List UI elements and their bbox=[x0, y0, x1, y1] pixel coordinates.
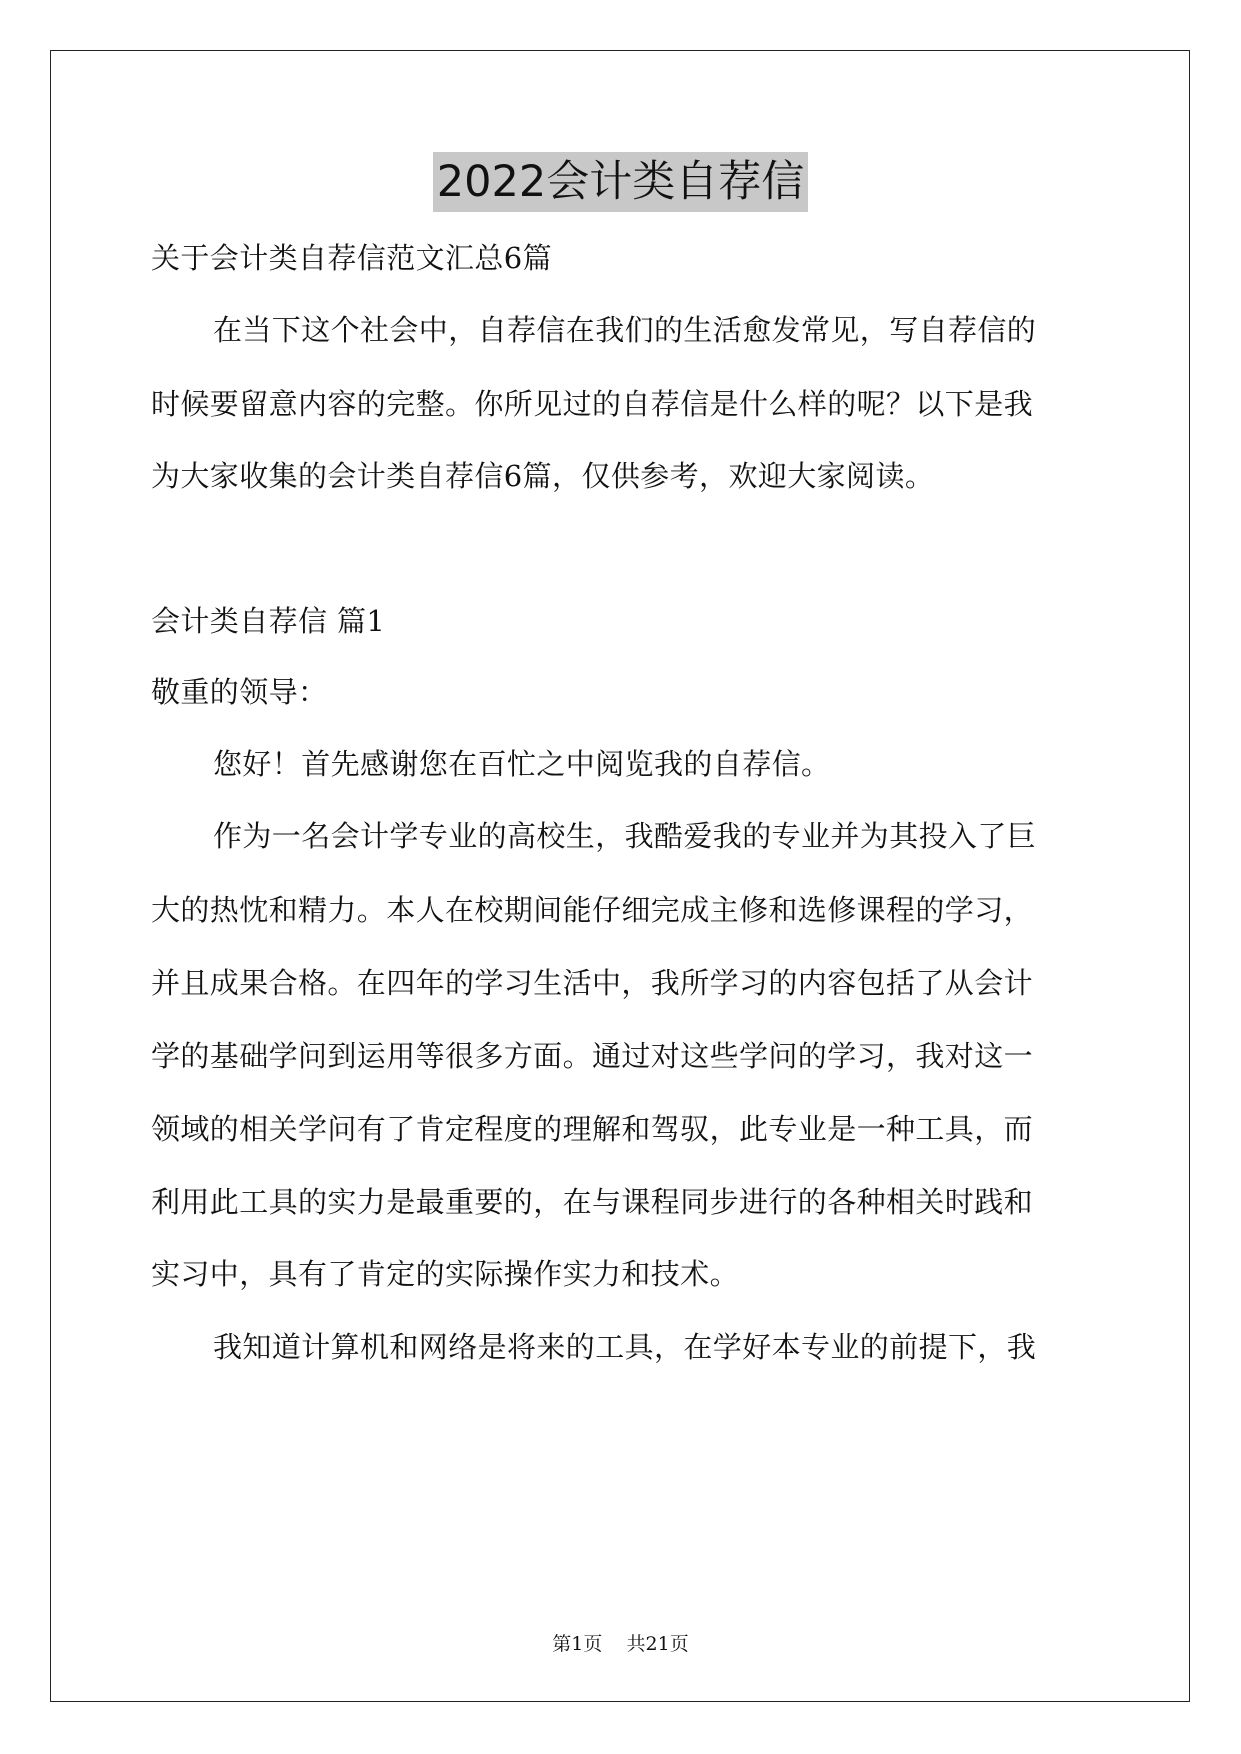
page-total: 共21页 bbox=[626, 1633, 689, 1655]
body-paragraph-line: 大的热忱和精力。本人在校期间能仔细完成主修和选修课程的学习， bbox=[151, 893, 1034, 927]
document-subtitle: 关于会计类自荐信范文汇总6篇 bbox=[151, 241, 553, 275]
body-paragraph-line: 学的基础学问到运用等很多方面。通过对这些学问的学习，我对这一 bbox=[151, 1039, 1034, 1073]
body-paragraph-line: 并且成果合格。在四年的学习生活中，我所学习的内容包括了从会计 bbox=[151, 966, 1034, 1000]
page-border bbox=[50, 50, 1190, 1702]
section-heading: 会计类自荐信 篇1 bbox=[151, 604, 386, 638]
intro-paragraph-line: 为大家收集的会计类自荐信6篇，仅供参考，欢迎大家阅读。 bbox=[151, 459, 935, 493]
greeting: 您好！首先感谢您在百忙之中阅览我的自荐信。 bbox=[213, 747, 831, 781]
body-paragraph-line: 利用此工具的实力是最重要的，在与课程同步进行的各种相关时践和 bbox=[151, 1185, 1034, 1219]
body-paragraph-line: 我知道计算机和网络是将来的工具，在学好本专业的前提下，我 bbox=[213, 1330, 1037, 1364]
page-number: 第1页 bbox=[552, 1633, 603, 1655]
document-title bbox=[0, 152, 1241, 216]
body-paragraph-line: 实习中，具有了肯定的实际操作实力和技术。 bbox=[151, 1257, 740, 1291]
body-paragraph-line: 领域的相关学问有了肯定程度的理解和驾驭，此专业是一种工具，而 bbox=[151, 1112, 1034, 1146]
body-paragraph-line: 作为一名会计学专业的高校生，我酷爱我的专业并为其投入了巨 bbox=[213, 819, 1037, 853]
intro-paragraph-line: 时候要留意内容的完整。你所见过的自荐信是什么样的呢？以下是我 bbox=[151, 387, 1034, 421]
salutation: 敬重的领导： bbox=[151, 675, 328, 709]
document-title-text: 2022会计类自荐信 bbox=[433, 152, 808, 212]
page-footer bbox=[0, 1632, 1241, 1656]
intro-paragraph-line: 在当下这个社会中，自荐信在我们的生活愈发常见，写自荐信的 bbox=[213, 313, 1037, 347]
